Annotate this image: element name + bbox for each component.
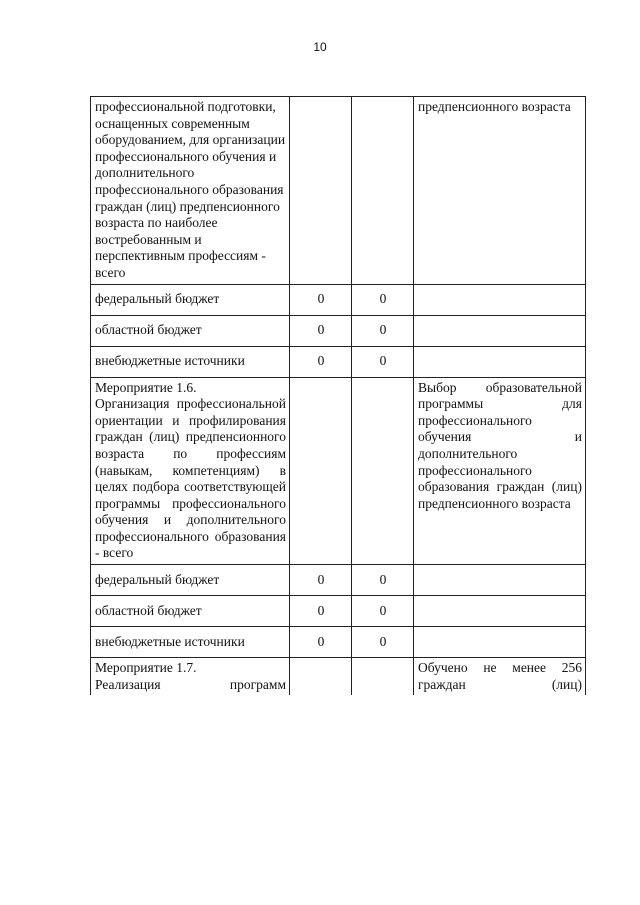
value-cell: 0 [290,596,352,627]
result-cell [414,315,586,346]
funding-source-label: областной бюджет [91,315,290,346]
funding-source-label: федеральный бюджет [91,284,290,315]
table-row [91,346,586,377]
table-row [91,658,586,696]
value-cell: 0 [290,565,352,596]
activity-cell: профессиональной подготовки, оснащенных современным оборудованием, для организации профессионального обучения и дополнительного профессионального образования граждан (лиц) предпенсионного возраста по наиболее востребованным и перспективным профессиям - всего [91,97,290,285]
table-row [91,315,586,346]
activity-title: Мероприятие 1.7. [95,660,197,676]
table-row [91,565,586,596]
result-cell [414,565,586,596]
funding-source-label: внебюджетные источники [91,346,290,377]
value-cell: 0 [290,346,352,377]
result-cell: предпенсионного возраста [414,97,586,285]
activity-title: Мероприятие 1.6. [95,379,197,395]
value-cell: 0 [290,315,352,346]
value-cell [290,658,352,696]
value-cell: 0 [290,284,352,315]
activity-text: Реализация программ [95,676,286,692]
result-cell [414,346,586,377]
value-cell [352,377,414,565]
result-cell [414,627,586,658]
value-cell: 0 [352,284,414,315]
funding-source-label: областной бюджет [91,596,290,627]
table-row [91,284,586,315]
value-cell: 0 [352,346,414,377]
value-cell: 0 [352,565,414,596]
funding-source-label: федеральный бюджет [91,565,290,596]
activity-cell [91,658,290,696]
measures-table [90,96,586,695]
value-cell [352,97,414,285]
value-cell [290,97,352,285]
activity-cell [91,377,290,565]
value-cell: 0 [352,315,414,346]
value-cell [290,377,352,565]
result-cell [414,284,586,315]
table-row [91,377,586,565]
activity-text: Организация профессиональной ориентации и профилирования граждан (лиц) предпенсионного возраста по профессиям (навыкам, компетенциям) в целях подбора соответствующей программы профессионального обучения и дополнительного профессионального образования - всего [95,396,286,561]
funding-source-label: внебюджетные источники [91,627,290,658]
value-cell: 0 [352,627,414,658]
value-cell: 0 [290,627,352,658]
page-number: 10 [313,40,327,54]
value-cell [352,658,414,696]
table-row [91,97,586,285]
result-cell [414,596,586,627]
value-cell: 0 [352,596,414,627]
table-row [91,627,586,658]
result-cell: Выбор образовательной программы для профессионального обучения и дополнительного профессионального образования граждан (лиц) предпенсионного возраста [414,377,586,565]
table-row [91,596,586,627]
result-cell: Обучено не менее 256 граждан (лиц) [414,658,586,696]
